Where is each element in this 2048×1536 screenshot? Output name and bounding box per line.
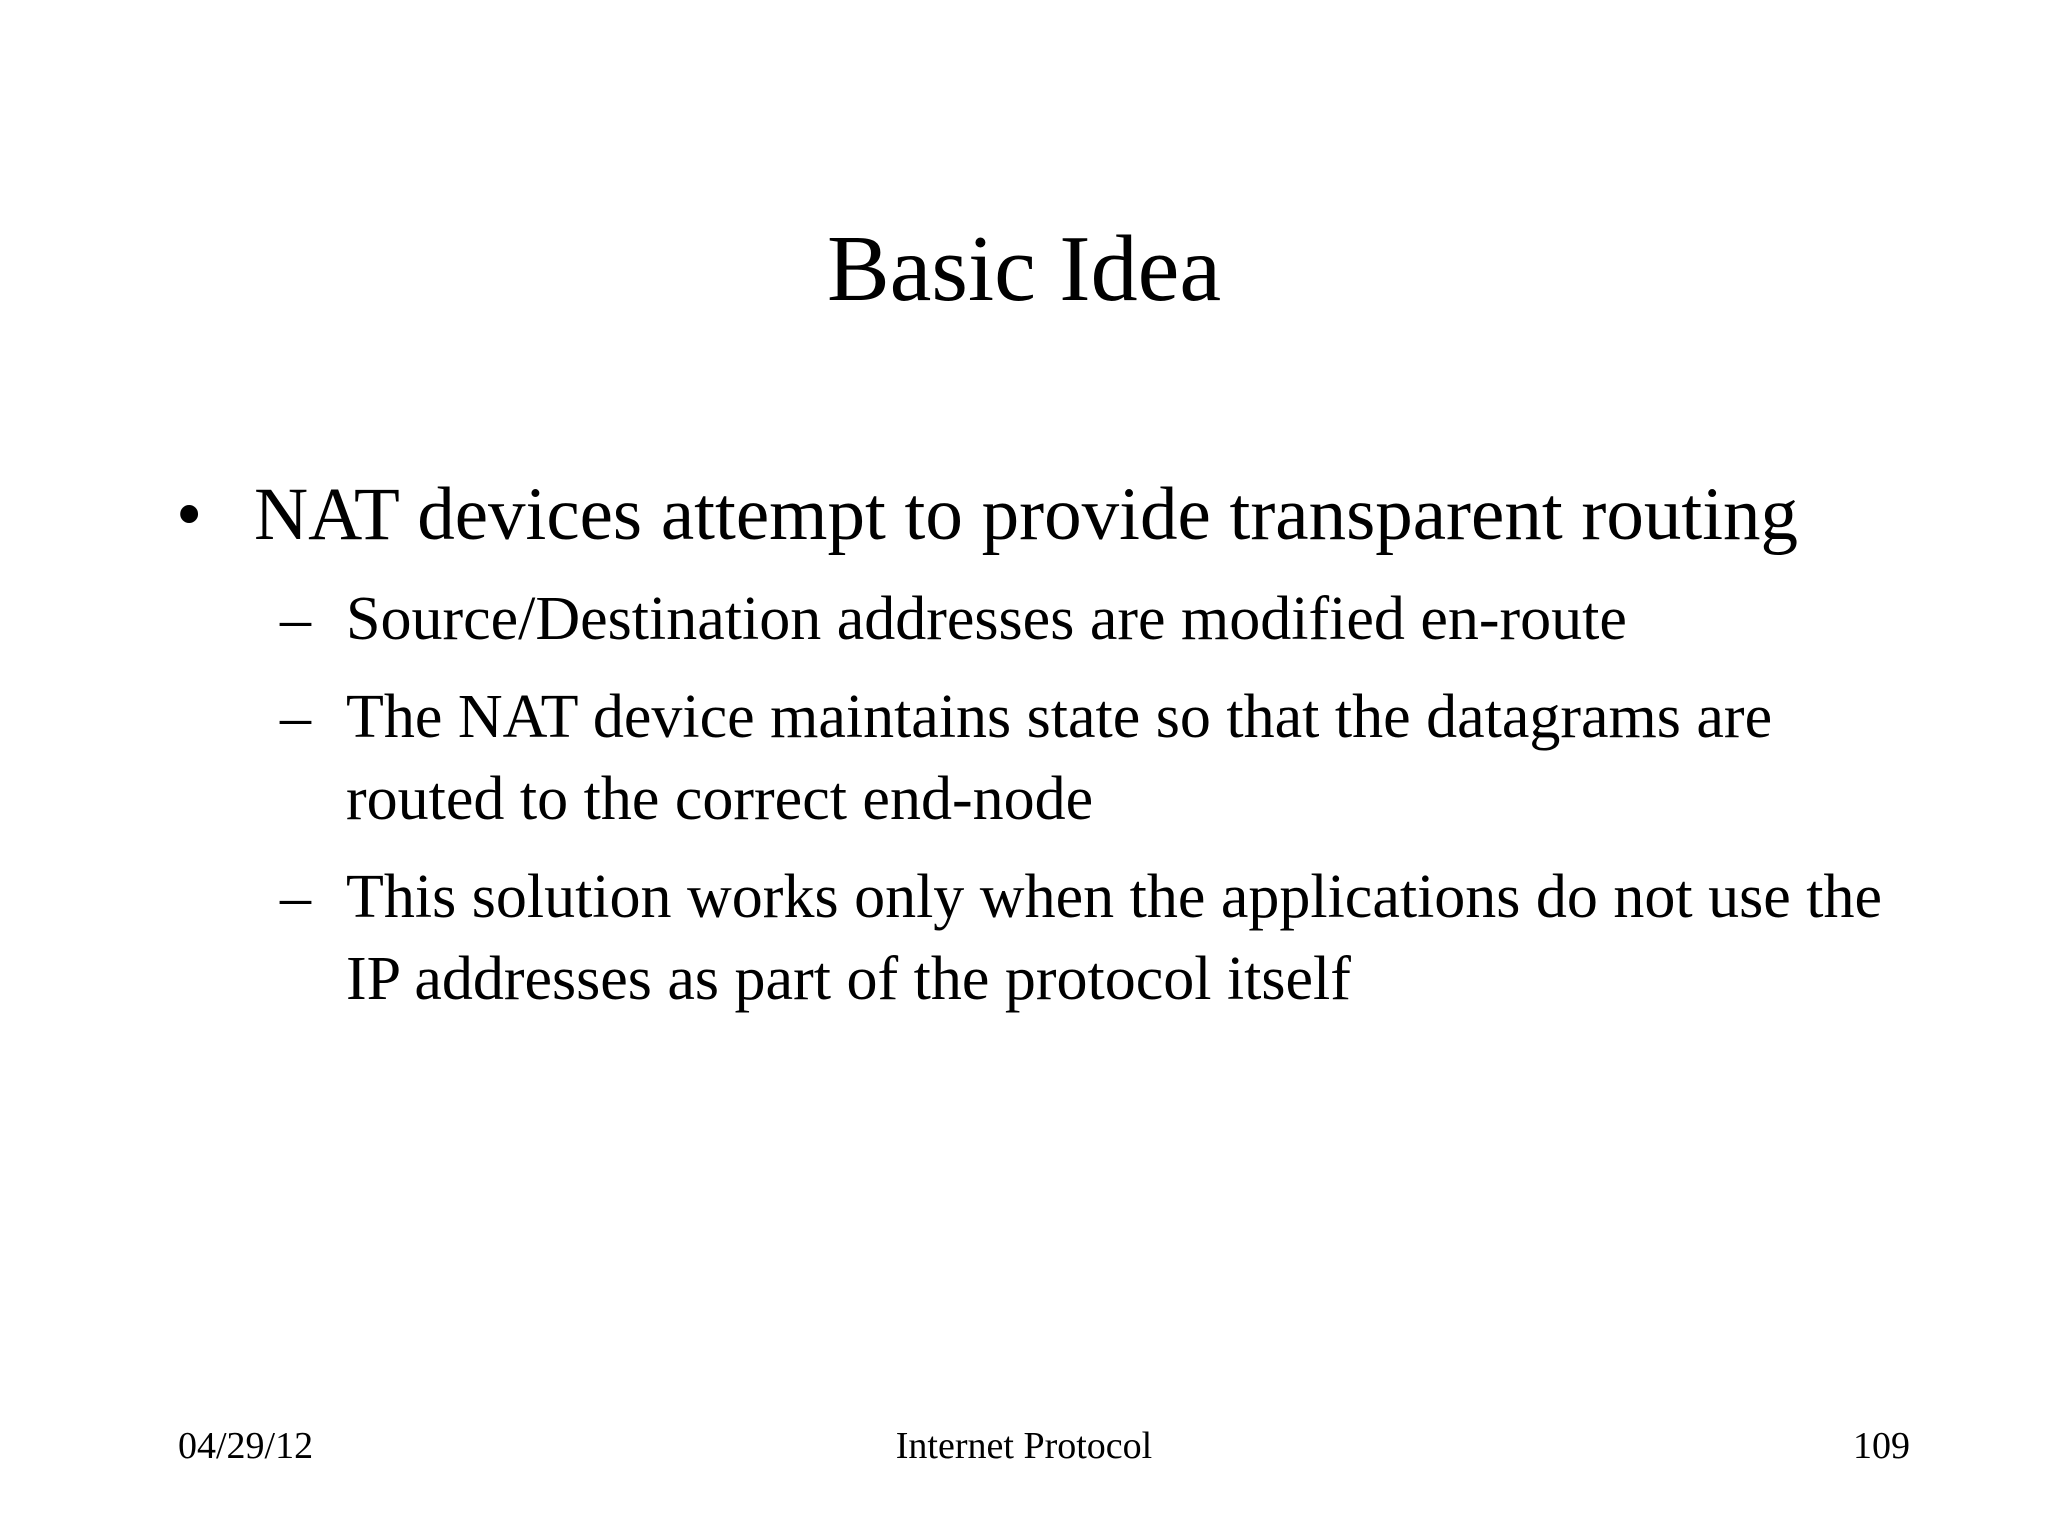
sub-bullet-item	[170, 676, 1910, 840]
sub-bullet-marker: –	[280, 863, 311, 931]
footer-title: Internet Protocol	[895, 1425, 1153, 1467]
sub-bullet-item	[170, 856, 1910, 1020]
sub-bullet-marker: –	[280, 585, 311, 653]
sub-bullet-marker: –	[280, 683, 311, 751]
sub-bullet-text: Source/Destination addresses are modified en-route	[346, 585, 1627, 653]
slide-content	[170, 470, 1910, 1036]
sub-bullet-item	[170, 578, 1910, 660]
footer-date: 04/29/12	[178, 1425, 314, 1467]
sub-bullet-list	[170, 578, 1910, 1020]
bullet-text: NAT devices attempt to provide transparent routing	[254, 473, 1799, 556]
sub-bullet-text: The NAT device maintains state so that the datagrams are routed to the correct end-node	[346, 683, 1773, 833]
sub-bullet-text: This solution works only when the applications do not use the IP addresses as part of the protocol itself	[346, 863, 1883, 1013]
bullet-item	[170, 470, 1910, 560]
bullet-marker: •	[176, 473, 203, 556]
slide-title: Basic Idea	[826, 217, 1222, 321]
page-number: 109	[1853, 1425, 1910, 1467]
